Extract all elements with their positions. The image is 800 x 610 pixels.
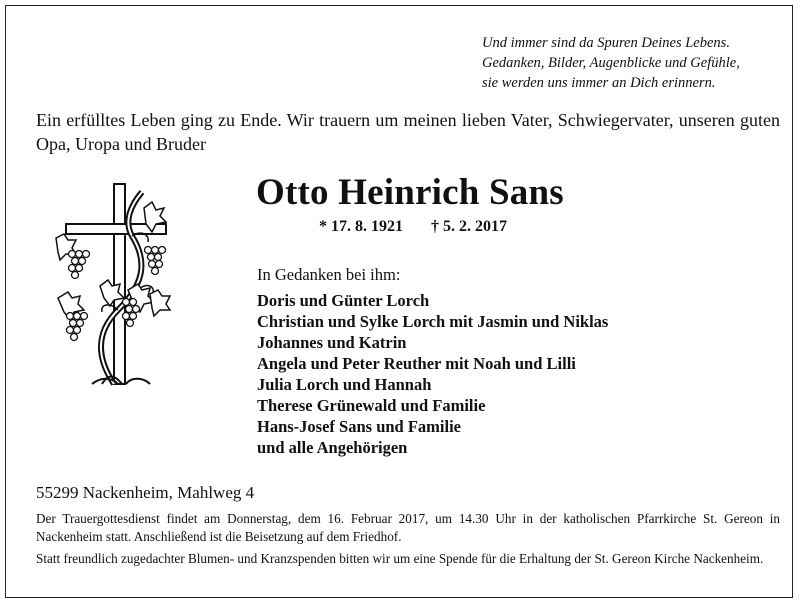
quote-line: Und immer sind da Spuren Deines Lebens.	[482, 35, 730, 51]
mourners-list	[257, 290, 608, 458]
mourner-item: Johannes und Katrin	[257, 333, 407, 352]
funeral-service-info: Der Trauergottesdienst findet am Donnerstag, dem 16. Februar 2017, um 14.30 Uhr in der katholischen Pfarrkirche St. Gereon in Nackenheim statt. Anschließend ist die Beisetzung auf dem Friedhof.	[36, 511, 780, 544]
quote-line: sie werden uns immer an Dich erinnern.	[482, 75, 716, 91]
mourner-item: Doris und Günter Lorch	[257, 291, 430, 310]
birth-date: * 17. 8. 1921	[319, 218, 403, 235]
service-details	[36, 510, 780, 573]
death-date: † 5. 2. 2017	[431, 218, 507, 235]
life-dates	[319, 218, 507, 236]
memorial-quote	[482, 33, 740, 93]
obituary-notice	[5, 5, 793, 598]
mourner-item: Angela und Peter Reuther mit Noah und Lilli	[257, 354, 576, 373]
donation-request: Statt freundlich zugedachter Blumen- und Kranzspenden bitten wir um eine Spende für die Erhaltung der St. Gereon Kirche Nackenheim.	[36, 551, 764, 566]
quote-line: Gedanken, Bilder, Augenblicke und Gefühle,	[482, 55, 740, 71]
deceased-name: Otto Heinrich Sans	[256, 172, 564, 213]
mourner-item: Hans-Josef Sans und Familie	[257, 417, 461, 436]
mourner-item: Therese Grünewald und Familie	[257, 396, 486, 415]
intro-text: Ein erfülltes Leben ging zu Ende. Wir trauern um meinen lieben Vater, Schwiegervater, unseren guten Opa, Uropa und Bruder	[36, 110, 780, 154]
mourner-item: Christian und Sylke Lorch mit Jasmin und Niklas	[257, 312, 609, 331]
mourners-heading: In Gedanken bei ihm:	[257, 265, 401, 284]
family-address: 55299 Nackenheim, Mahlweg 4	[36, 483, 255, 502]
mourner-item: und alle Angehörigen	[257, 438, 408, 457]
mourner-item: Julia Lorch und Hannah	[257, 375, 432, 394]
cross-with-grapevine-icon	[52, 178, 176, 390]
